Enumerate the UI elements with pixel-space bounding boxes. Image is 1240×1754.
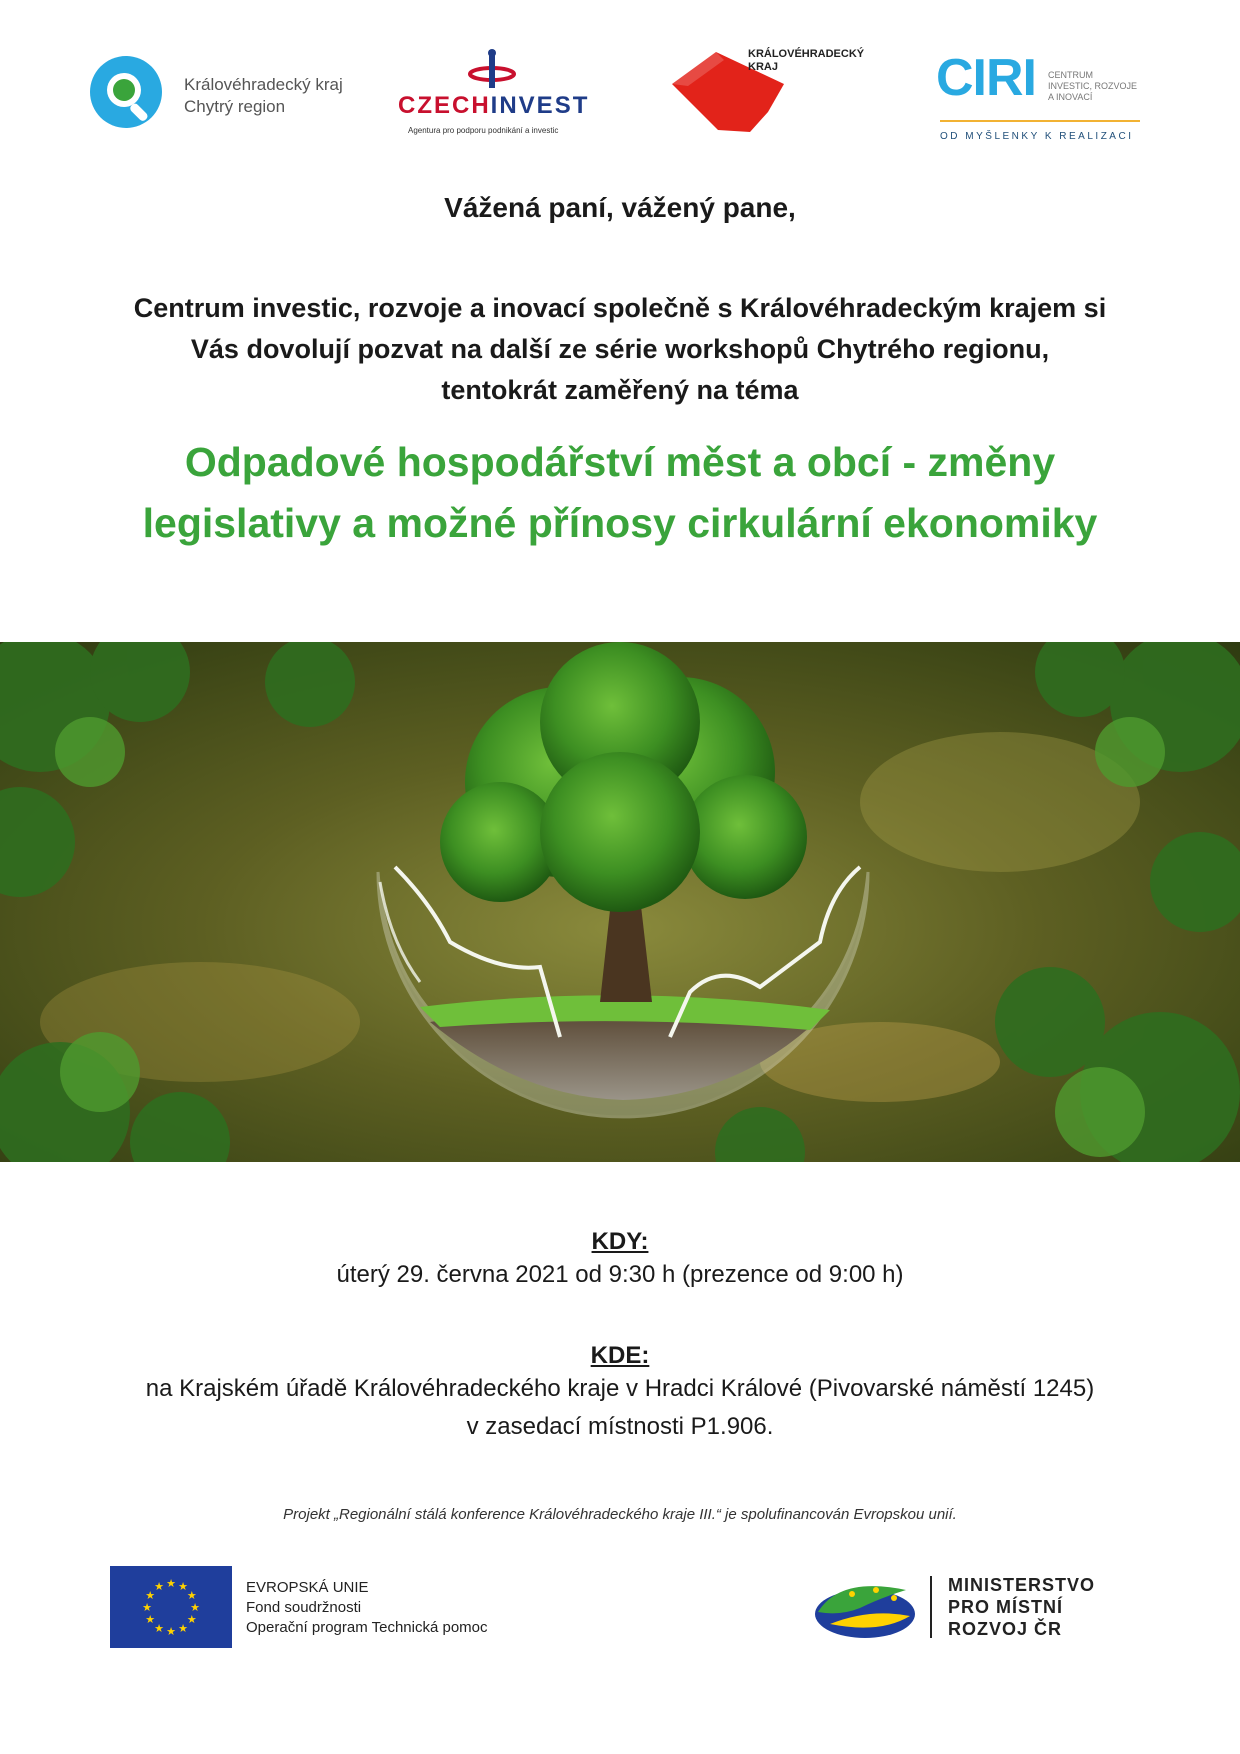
logo-kraj-line1: KRÁLOVÉHRADECKÝ [748, 48, 865, 60]
where-line2: v zasedací místnosti P1.906. [466, 1413, 774, 1440]
mmr-line3: ROZVOJ ČR [948, 1619, 1063, 1639]
magnifier-logo-icon [88, 54, 168, 134]
where-label: KDE: [590, 1342, 650, 1369]
czechinvest-word-red: CZECH [398, 92, 491, 119]
logo-kraj-line2: KRAJ [748, 61, 778, 73]
header-logos [0, 40, 1240, 150]
logo-kralovehradecky-kraj-chytry-region [88, 54, 368, 134]
mmr-line2: PRO MÍSTNÍ [948, 1597, 1064, 1617]
eu-star-icon: ★ [178, 1581, 188, 1594]
ciri-line1: CENTRUM [1048, 70, 1093, 80]
when-label: KDY: [591, 1228, 649, 1255]
where-line1: na Krajském úřadě Královéhradeckého kraje v Hradci Králové (Pivovarské náměstí 1245) [145, 1375, 1095, 1402]
ciri-line3: A INOVACÍ [1048, 92, 1093, 102]
mmr-emblem-icon [810, 1568, 920, 1648]
czechinvest-tagline: Agentura pro podporu podnikání a investic [408, 126, 559, 135]
tree-sphere-illustration [0, 642, 1240, 1162]
eu-star-icon: ★ [166, 1578, 176, 1590]
ciri-line2: INVESTIC, ROZVOJE [1048, 81, 1138, 91]
logo-czechinvest [398, 48, 598, 138]
invitation-text: Centrum investic, rozvoje a inovací společně s Královéhradeckým krajem si Vás dovolují pozvat na další ze série workshopů Chytrého regionu, tentokrát zaměřený na téma [133, 293, 1107, 405]
eu-star-icon: ★ [186, 1590, 197, 1602]
salutation: Vážená paní, vážený pane, [444, 192, 796, 223]
mmr-logo-block [810, 1568, 1130, 1650]
eu-star-icon: ★ [145, 1590, 156, 1602]
czechinvest-emblem-icon [398, 48, 598, 92]
ciri-motto: OD MYŠLENKY K REALIZACI [940, 131, 1134, 142]
tree-in-glass-sphere-photo [0, 642, 1240, 1162]
when-value: úterý 29. června 2021 od 9:30 h (prezence od 9:00 h) [336, 1261, 904, 1288]
ciri-divider [940, 120, 1140, 122]
eu-star-icon: ★ [178, 1622, 188, 1635]
eu-star-icon: ★ [142, 1602, 152, 1614]
logo-hk-line1: Královéhradecký kraj [184, 75, 343, 94]
eu-star-icon: ★ [186, 1614, 197, 1626]
czechinvest-word-blue: INVEST [490, 92, 590, 119]
eu-logo-block [110, 1566, 610, 1648]
eu-line3: Operační program Technická pomoc [246, 1619, 488, 1636]
logo-hk-line2: Chytrý region [184, 97, 286, 116]
eu-line1: EVROPSKÁ UNIE [246, 1579, 369, 1596]
eu-line2: Fond soudržnosti [246, 1599, 362, 1616]
workshop-topic-title: Odpadové hospodářství měst a obcí - změny legislativy a možné přínosy cirkulární ekonomiky [142, 439, 1098, 546]
logo-ciri [936, 49, 1156, 142]
eu-star-icon: ★ [166, 1626, 176, 1638]
logo-kralovehradecky-kraj [672, 40, 882, 140]
ciri-wordmark: CIRI [936, 49, 1036, 107]
eu-star-icon: ★ [145, 1614, 156, 1626]
eu-star-icon: ★ [190, 1602, 200, 1614]
funding-footnote: Projekt „Regionální stálá konference Královéhradeckého kraje III.“ je spolufinancován Evropskou unií. [283, 1506, 957, 1523]
eu-flag-icon [110, 1566, 232, 1648]
eu-stars-icon [110, 1566, 232, 1648]
mmr-divider [930, 1576, 932, 1638]
czechinvest-wordmark [398, 92, 589, 120]
eu-star-icon: ★ [154, 1581, 164, 1594]
mmr-line1: MINISTERSTVO [948, 1575, 1096, 1595]
where-section [0, 1342, 1240, 1446]
when-section [0, 1228, 1240, 1294]
eu-star-icon: ★ [154, 1622, 164, 1635]
